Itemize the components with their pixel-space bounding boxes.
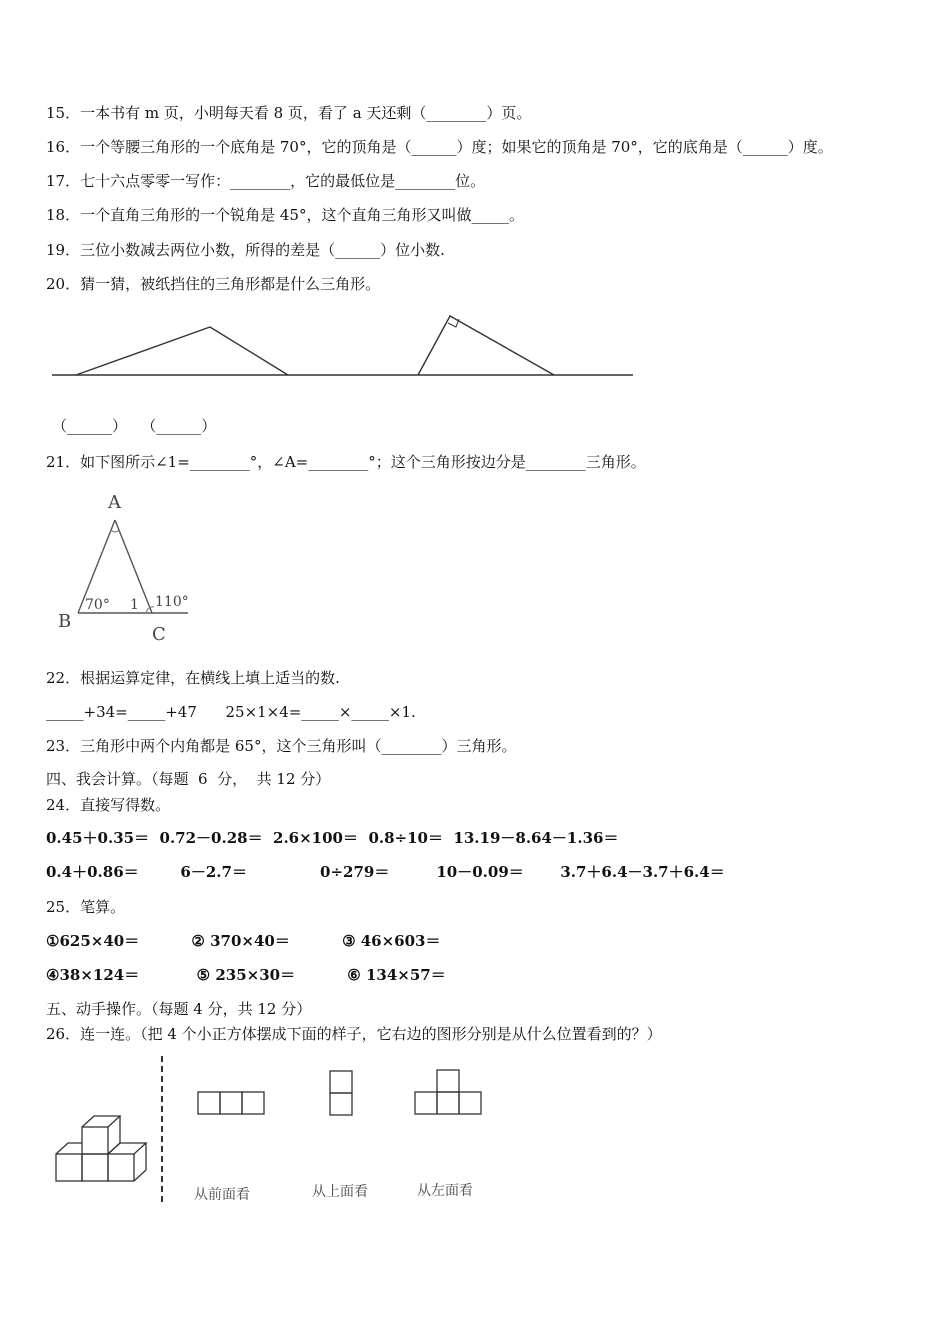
section-5-title: 五、动手操作。（每题 4 分，共 12 分） xyxy=(46,1000,312,1018)
angle-1-label: 1 xyxy=(130,597,139,613)
label-b: B xyxy=(58,611,72,632)
view-top-label: 从上面看 xyxy=(312,1184,368,1200)
angle-exterior-label: 110° xyxy=(155,594,189,610)
view-front-label: 从前面看 xyxy=(194,1187,250,1203)
question-24-row-1: 0.45＋0.35＝ 0.72－0.28＝ 2.6×100＝ 0.8÷10＝ 13.19－8.64－1.36＝ xyxy=(46,829,619,847)
question-15: 15．一本书有 m 页，小明每天看 8 页，看了 a 天还剩（________）页。 xyxy=(46,104,532,122)
question-20: 20．猜一猜，被纸挡住的三角形都是什么三角形。 xyxy=(46,275,381,293)
question-17: 17．七十六点零零一写作：________，它的最低位是________位。 xyxy=(46,172,486,190)
question-22: 22．根据运算定律，在横线上填上适当的数. xyxy=(46,669,340,687)
question-22-items: _____+34=_____+47 25×1×4=_____×_____×1. xyxy=(46,703,416,721)
question-18: 18．一个直角三角形的一个锐角是 45°，这个直角三角形又叫做_____。 xyxy=(46,206,524,224)
question-19: 19．三位小数减去两位小数，所得的差是（______）位小数. xyxy=(46,241,445,259)
question-25-row-2: ④38×124＝ ⑤ 235×30＝ ⑥ 134×57＝ xyxy=(46,966,446,984)
question-23: 23．三角形中两个内角都是 65°，这个三角形叫（________）三角形。 xyxy=(46,737,517,755)
figure-triangle-abc xyxy=(52,486,202,646)
question-24: 24．直接写得数。 xyxy=(46,796,171,814)
question-20-answers: （______） （______） xyxy=(52,417,217,435)
question-25-row-1: ①625×40＝ ② 370×40＝ ③ 46×603＝ xyxy=(46,932,441,950)
label-a: A xyxy=(108,492,121,513)
question-26: 26．连一连。（把 4 个小正方体摆成下面的样子，它右边的图形分别是从什么位置看到的？） xyxy=(46,1025,662,1043)
question-21: 21．如下图所示∠1=________°，∠A=________°；这个三角形按边分是________三角形。 xyxy=(46,453,646,471)
label-c: C xyxy=(152,624,166,645)
question-16: 16．一个等腰三角形的一个底角是 70°，它的顶角是（______）度；如果它的顶角是 70°，它的底角是（______）度。 xyxy=(46,138,833,156)
question-24-row-2: 0.4＋0.86＝ 6－2.7＝ 0÷279＝ 10－0.09＝ 3.7＋6.4－3.7＋6.4＝ xyxy=(46,863,725,881)
angle-b-label: 70° xyxy=(85,597,110,613)
figure-hidden-triangles xyxy=(48,310,648,385)
section-4-title: 四、我会计算。（每题 6 分， 共 12 分） xyxy=(46,770,331,788)
view-left-label: 从左面看 xyxy=(417,1183,473,1199)
question-25: 25．笔算。 xyxy=(46,898,126,916)
figure-cube-views xyxy=(50,1052,500,1212)
